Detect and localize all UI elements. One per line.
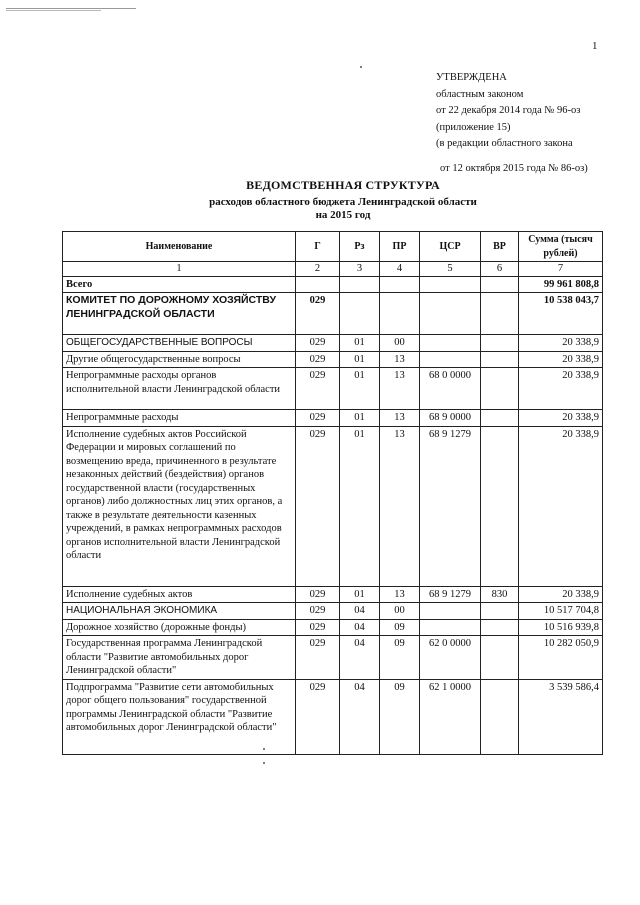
row-rz: 04 bbox=[340, 619, 380, 636]
row-name: КОМИТЕТ ПО ДОРОЖНОМУ ХОЗЯЙСТВУ ЛЕНИНГРАДСКОЙ ОБЛАСТИ bbox=[63, 293, 296, 335]
approval-line: от 22 декабря 2014 года № 96-оз bbox=[436, 105, 581, 116]
row-g: 029 bbox=[296, 368, 340, 410]
row-pr bbox=[380, 293, 420, 335]
row-g: 029 bbox=[296, 619, 340, 636]
budget-table bbox=[62, 231, 603, 755]
row-rz: 01 bbox=[340, 586, 380, 603]
total-row bbox=[63, 276, 603, 293]
table-row bbox=[63, 679, 603, 754]
header-rz: Рз bbox=[340, 232, 380, 262]
row-name: Государственная программа Ленинградской области "Развитие автомобильных дорог Ленинградской области" bbox=[63, 636, 296, 680]
row-csr: 68 9 1279 bbox=[420, 586, 481, 603]
row-csr bbox=[420, 603, 481, 620]
table-row bbox=[63, 636, 603, 680]
row-sum: 10 517 704,8 bbox=[519, 603, 603, 620]
table-row bbox=[63, 586, 603, 603]
header-csr: ЦСР bbox=[420, 232, 481, 262]
table-row bbox=[63, 335, 603, 352]
row-pr: 13 bbox=[380, 426, 420, 586]
approval-line: от 12 октября 2015 года № 86-оз) bbox=[440, 162, 588, 174]
table-row bbox=[63, 410, 603, 427]
subtitle-line: расходов областного бюджета Ленинградской области bbox=[209, 196, 477, 208]
table-header-row bbox=[63, 232, 603, 262]
total-label: Всего bbox=[63, 276, 296, 293]
row-g: 029 bbox=[296, 426, 340, 586]
row-csr: 68 0 0000 bbox=[420, 368, 481, 410]
approval-line: областным законом bbox=[436, 88, 524, 100]
column-number: 4 bbox=[380, 262, 420, 277]
row-pr: 09 bbox=[380, 636, 420, 680]
row-sum: 10 516 939,8 bbox=[519, 619, 603, 636]
row-name: Исполнение судебных актов Российской Федерации и мировых соглашений по возмещению вреда, причиненного в результате незаконных действий (бездействия) органов государственной власти (государственных органов) либо должностных лиц этих органов, а также в результате деятельности казенных учреждений, в рамках непрограммных расходов органов исполнительной власти Ленинградской области bbox=[63, 426, 296, 586]
row-rz: 01 bbox=[340, 351, 380, 368]
row-g: 029 bbox=[296, 586, 340, 603]
row-csr: 68 9 1279 bbox=[420, 426, 481, 586]
scan-speck bbox=[263, 762, 265, 764]
table-row bbox=[63, 293, 603, 335]
row-name: НАЦИОНАЛЬНАЯ ЭКОНОМИКА bbox=[63, 603, 296, 620]
total-sum: 99 961 808,8 bbox=[519, 276, 603, 293]
approval-line: УТВЕРЖДЕНА bbox=[436, 72, 507, 83]
row-pr: 13 bbox=[380, 410, 420, 427]
header-name: Наименование bbox=[63, 232, 296, 262]
row-rz bbox=[340, 293, 380, 335]
row-csr: 62 1 0000 bbox=[420, 679, 481, 754]
row-sum: 10 282 050,9 bbox=[519, 636, 603, 680]
column-number: 7 bbox=[519, 262, 603, 277]
row-vr bbox=[481, 351, 519, 368]
row-vr bbox=[481, 335, 519, 352]
table-row bbox=[63, 619, 603, 636]
header-vr: ВР bbox=[481, 232, 519, 262]
scan-artifact-line bbox=[6, 10, 101, 11]
row-pr: 09 bbox=[380, 679, 420, 754]
row-g: 029 bbox=[296, 335, 340, 352]
row-rz: 04 bbox=[340, 603, 380, 620]
row-sum: 10 538 043,7 bbox=[519, 293, 603, 335]
row-sum: 20 338,9 bbox=[519, 586, 603, 603]
subtitle-line: на 2015 год bbox=[315, 209, 371, 221]
row-csr bbox=[420, 293, 481, 335]
column-number: 1 bbox=[63, 262, 296, 277]
row-rz: 01 bbox=[340, 426, 380, 586]
approval-stamp bbox=[436, 70, 588, 177]
table-row bbox=[63, 426, 603, 586]
row-csr: 62 0 0000 bbox=[420, 636, 481, 680]
row-rz: 01 bbox=[340, 368, 380, 410]
row-vr bbox=[481, 410, 519, 427]
row-g: 029 bbox=[296, 603, 340, 620]
header-sum: Сумма (тысяч рублей) bbox=[519, 232, 603, 262]
row-rz: 04 bbox=[340, 679, 380, 754]
approval-line: (в редакции областного закона bbox=[436, 138, 573, 149]
row-vr bbox=[481, 679, 519, 754]
row-g: 029 bbox=[296, 410, 340, 427]
row-vr bbox=[481, 619, 519, 636]
page-number: 1 bbox=[592, 40, 598, 52]
row-rz: 04 bbox=[340, 636, 380, 680]
row-rz: 01 bbox=[340, 410, 380, 427]
row-pr: 13 bbox=[380, 586, 420, 603]
column-number: 3 bbox=[340, 262, 380, 277]
column-number: 5 bbox=[420, 262, 481, 277]
approval-line: (приложение 15) bbox=[436, 121, 511, 133]
scan-artifact-line bbox=[6, 8, 136, 9]
row-pr: 00 bbox=[380, 603, 420, 620]
row-vr bbox=[481, 426, 519, 586]
table-row bbox=[63, 603, 603, 620]
header-pr: ПР bbox=[380, 232, 420, 262]
row-name: Подпрограмма "Развитие сети автомобильных дорог общего пользования" государственной программы Ленинградской области "Развитие автомобильных дорог Ленинградской области" bbox=[63, 679, 296, 754]
document-title bbox=[0, 178, 640, 221]
row-name: Дорожное хозяйство (дорожные фонды) bbox=[63, 619, 296, 636]
row-sum: 3 539 586,4 bbox=[519, 679, 603, 754]
row-vr bbox=[481, 293, 519, 335]
row-csr bbox=[420, 619, 481, 636]
row-name: Другие общегосударственные вопросы bbox=[63, 351, 296, 368]
row-g: 029 bbox=[296, 679, 340, 754]
row-vr bbox=[481, 603, 519, 620]
table-row bbox=[63, 351, 603, 368]
row-csr: 68 9 0000 bbox=[420, 410, 481, 427]
table-row bbox=[63, 368, 603, 410]
row-name: Непрограммные расходы bbox=[63, 410, 296, 427]
row-csr bbox=[420, 351, 481, 368]
row-rz: 01 bbox=[340, 335, 380, 352]
row-sum: 20 338,9 bbox=[519, 426, 603, 586]
header-g: Г bbox=[296, 232, 340, 262]
row-sum: 20 338,9 bbox=[519, 410, 603, 427]
row-g: 029 bbox=[296, 636, 340, 680]
column-number: 6 bbox=[481, 262, 519, 277]
row-vr bbox=[481, 368, 519, 410]
row-csr bbox=[420, 335, 481, 352]
scan-speck bbox=[360, 66, 362, 68]
title-line: ВЕДОМСТВЕННАЯ СТРУКТУРА bbox=[246, 178, 440, 192]
row-name: ОБЩЕГОСУДАРСТВЕННЫЕ ВОПРОСЫ bbox=[63, 335, 296, 352]
row-pr: 09 bbox=[380, 619, 420, 636]
row-pr: 13 bbox=[380, 351, 420, 368]
column-number: 2 bbox=[296, 262, 340, 277]
row-sum: 20 338,9 bbox=[519, 335, 603, 352]
row-vr: 830 bbox=[481, 586, 519, 603]
row-sum: 20 338,9 bbox=[519, 368, 603, 410]
row-pr: 00 bbox=[380, 335, 420, 352]
row-g: 029 bbox=[296, 351, 340, 368]
row-g: 029 bbox=[296, 293, 340, 335]
row-sum: 20 338,9 bbox=[519, 351, 603, 368]
column-number-row bbox=[63, 262, 603, 277]
row-name: Непрограммные расходы органов исполнительной власти Ленинградской области bbox=[63, 368, 296, 410]
row-vr bbox=[481, 636, 519, 680]
row-name: Исполнение судебных актов bbox=[63, 586, 296, 603]
row-pr: 13 bbox=[380, 368, 420, 410]
